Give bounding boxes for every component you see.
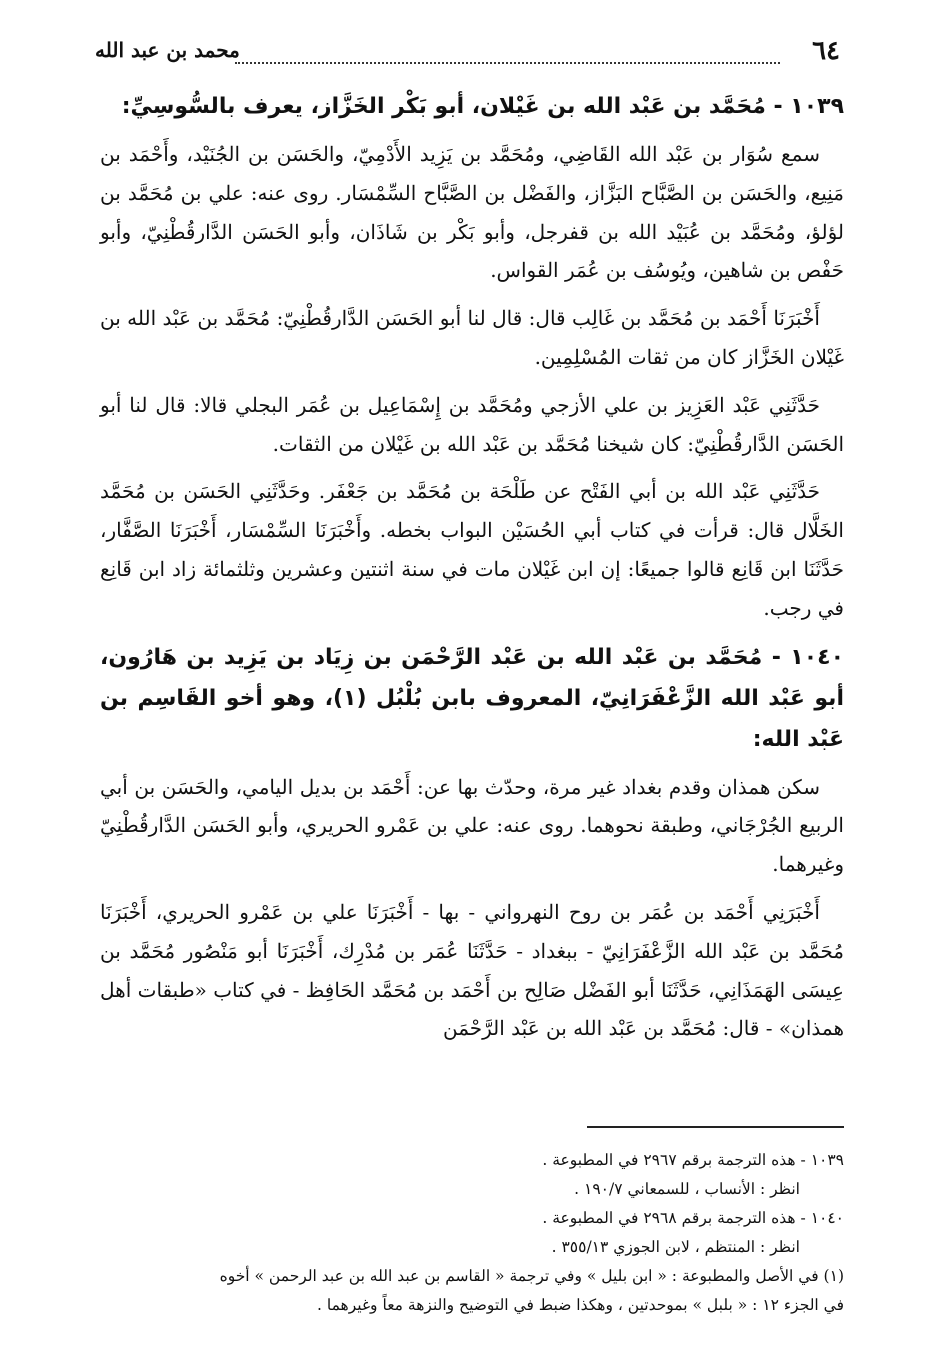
entry-paragraph: حَدَّثَنِي عَبْد الله بن أبي الفَتْح عن طَلْحَة بن مُحَمَّد بن جَعْفَر. وحَدَّثَنِي الحَسَن بن مُحَمَّد الخَلَّال قال: قرأت في كتاب أبي الحُسَيْن البواب بخطه. وأَخْبَرَنَا السِّمْسَار، أَخْبَرَنَا الصَّفَّار، حَدَّثَنَا ابن قَانِع قالوا جميعًا: إن ابن غَيْلان مات في سنة اثنتين وعشرين وثلثمائة زاد ابن قَانِع في رجب.	[100, 479, 844, 620]
footnote-separator	[587, 1126, 844, 1128]
running-title: محمد بن عبد الله	[95, 38, 240, 62]
entry-paragraph: سكن همذان وقدم بغداد غير مرة، وحدّث بها عن: أَحْمَد بن بديل اليامي، والحَسَن بن أبي الربيع الجُرْجَاني، وطبقة نحوهما. روى عنه: علي بن عَمْرو الحريري، وأبو الحَسَن الدَّارقُطْنِيّ وغيرهما.	[100, 774, 844, 877]
footnote-line: (١) في الأصل والمطبوعة : « ابن بليل » وفي ترجمة « القاسم بن عبد الله بن عبد الرحمن » أخوه	[219, 1267, 844, 1285]
footnote-line: انظر : المنتظم ، لابن الجوزي ٣٥٥/١٣ .	[551, 1238, 800, 1256]
header-dotted-leader	[235, 62, 780, 64]
page-number: ٦٤	[812, 36, 840, 66]
entry-paragraph: أَخْبَرَنِي أَحْمَد بن عُمَر بن روح النهرواني - بها - أَخْبَرَنَا علي بن عَمْرو الحريري، أَخْبَرَنَا مُحَمَّد بن عَبْد الله الزَّعْفَرَانِيّ - ببغداد - حَدَّثَنَا عُمَر بن مُدْرِك، أَخْبَرَنَا أبو مَنْصُور مُحَمَّد بن عِيسَى الهَمَذَانِي، حَدَّثَنَا أبو الفَضْل صَالِح بن أَحْمَد بن مُحَمَّد الحَافِظ - في كتاب «طبقات أهل همذان» - قال: مُحَمَّد بن عَبْد الله بن عَبْد الرَّحْمَن	[100, 899, 844, 1041]
entry-heading: ١٠٣٩ - مُحَمَّد بن عَبْد الله بن غَيْلان، أبو بَكْر الخَزَّاز، يعرف بالسُّوسِيِّ:	[121, 94, 844, 119]
entry-paragraph: حَدَّثَنِي عَبْد العَزِيز بن علي الأزجي ومُحَمَّد بن إِسْمَاعِيل بن عُمَر البجلي قالا: قال لنا أبو الحَسَن الدَّارقُطْنِيّ: كان شيخنا مُحَمَّد بن عَبْد الله بن غَيْلان من الثقات.	[100, 392, 844, 456]
page-header	[95, 36, 840, 76]
entry-heading: ١٠٤٠ - مُحَمَّد بن عَبْد الله بن عَبْد الرَّحْمَن بن زِيَاد بن يَزِيد بن هَارُون، أبو عَبْد الله الزَّعْفَرَانِيّ، المعروف بابن بُلْبُل (١)، وهو أخو القَاسِم بن عَبْد الله:	[100, 644, 844, 752]
page-body	[100, 82, 844, 1057]
footnotes	[100, 1146, 844, 1320]
entry-paragraph: أَخْبَرَنَا أَحْمَد بن مُحَمَّد بن غَالِب قال: قال لنا أبو الحَسَن الدَّارقُطْنِيّ: مُحَمَّد بن عَبْد الله بن غَيْلان الخَزَّاز كان من ثقات المُسْلِمِين.	[100, 306, 844, 369]
footnote-line: انظر : الأنساب ، للسمعاني ١٩٠/٧ .	[574, 1180, 800, 1198]
footnote-line: في الجزء ١٢ : « بلبل » بموحدتين ، وهكذا ضبط في التوضيح والنزهة معاً وغيرهما .	[317, 1296, 844, 1314]
entry-paragraph: سمع سُوَار بن عَبْد الله القَاضِي، ومُحَمَّد بن يَزِيد الأَدْمِيّ، والحَسَن بن الجُنَيْد، وأَحْمَد بن مَنِيع، والحَسَن بن الصَّبَّاح البَزَّاز، والفَضْل بن الصَّبَّاح السِّمْسَار. روى عنه: علي بن مُحَمَّد بن لؤلؤ، ومُحَمَّد بن عُبَيْد الله بن قفرجل، وأبو بَكْر بن شَاذَان، وأبو الحَسَن الدَّارقُطْنِيّ، وأبو حَفْص بن شاهين، ويُوسُف بن عُمَر القواس.	[100, 142, 844, 283]
footnote-line: ١٠٣٩ - هذه الترجمة برقم ٢٩٦٧ في المطبوعة .	[542, 1151, 844, 1169]
footnote-line: ١٠٤٠ - هذه الترجمة برقم ٢٩٦٨ في المطبوعة .	[542, 1209, 844, 1227]
